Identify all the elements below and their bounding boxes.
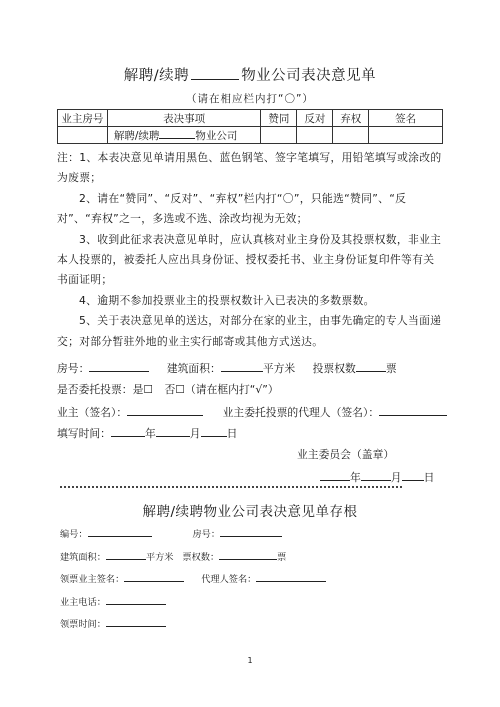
note-1: 注：1、本表决意见单请用黑色、蓝色钢笔、签字笔填写，用铅笔填写或涂改的为废票； <box>57 151 442 185</box>
stub-sign-line: 领票业主签名： 代理人签名： <box>60 571 326 585</box>
form-title: 解聘/续聘 物业公司表决意见单 <box>0 64 500 85</box>
page-number: 1 <box>247 656 253 665</box>
stub-phone-field[interactable] <box>106 595 166 605</box>
stub-time-field[interactable] <box>106 617 166 627</box>
committee-seal: 业主委员会（盖章） <box>297 448 395 461</box>
note-5: 5、关于表决意见单的送达，对部分在家的业主，由事先确定的专人当面递交；对部分暂驻外地的业主实行邮寄或其他方式送达。 <box>57 314 442 348</box>
vote-table <box>57 109 443 144</box>
stub-agent-sign-field[interactable] <box>256 572 326 582</box>
cell-room[interactable] <box>58 127 108 144</box>
stub-area-field[interactable] <box>106 550 146 560</box>
notes-section <box>57 148 445 352</box>
cell-abstain[interactable] <box>333 127 369 144</box>
header-room: 业主房号 <box>58 110 108 127</box>
owner-signature-field[interactable] <box>127 404 203 416</box>
stub-number-line: 编号： 房号： <box>60 526 282 540</box>
cell-signature[interactable] <box>369 127 443 144</box>
stub-votes-field[interactable] <box>219 550 277 560</box>
stub-number-field[interactable] <box>88 527 152 537</box>
committee-date-line: 年 月 日 <box>320 469 434 485</box>
committee-day-field[interactable] <box>402 469 424 481</box>
committee-month-field[interactable] <box>361 469 391 481</box>
fill-year-field[interactable] <box>111 425 145 437</box>
committee-year-field[interactable] <box>320 469 350 481</box>
no-checkbox[interactable]: ☐ <box>175 383 185 396</box>
header-signature: 签名 <box>369 110 443 127</box>
cell-oppose[interactable] <box>297 127 333 144</box>
title-blank[interactable] <box>191 65 239 80</box>
room-field[interactable] <box>89 360 149 372</box>
fill-time-line: 填写时间： 年 月 日 <box>57 427 238 440</box>
note-4: 4、逾期不参加投票业主的投票权数计入已表决的多数票数。 <box>79 293 375 307</box>
cut-line <box>60 486 402 488</box>
stub-room-field[interactable] <box>220 527 282 537</box>
room-area-votes-line: 房号： 建筑面积： 平方米 投票权数 票 <box>57 362 397 375</box>
yes-checkbox[interactable]: ☐ <box>143 383 154 396</box>
stub-title: 解聘/续聘物业公司表决意见单存根 <box>142 504 358 520</box>
vote-table-row <box>58 127 443 144</box>
header-abstain: 弃权 <box>333 110 369 127</box>
fill-month-field[interactable] <box>156 425 190 437</box>
header-oppose: 反对 <box>297 110 333 127</box>
fill-day-field[interactable] <box>201 425 227 437</box>
votes-field[interactable] <box>356 360 386 372</box>
company-blank[interactable] <box>159 127 195 139</box>
area-field[interactable] <box>221 360 263 372</box>
proxy-signature-field[interactable] <box>379 404 447 416</box>
signature-line: 业主（签名）： 业主委托投票的代理人（签名）： <box>57 404 447 420</box>
form-subtitle: （请在相应栏内打“〇”） <box>186 93 314 105</box>
vote-table-header-row <box>58 110 443 127</box>
stub-time-line: 领票时间： <box>60 616 166 630</box>
header-approve: 赞同 <box>261 110 297 127</box>
header-item: 表决事项 <box>107 110 261 127</box>
stub-area-line: 建筑面积： 平方米 票权数： 票 <box>60 552 287 563</box>
stub-owner-sign-field[interactable] <box>124 572 184 582</box>
note-2: 2、请在“赞同”、“反对”、“弃权”栏内打“〇”，只能选“赞同”、“反对”、“弃权”之一，多选或不选、涂改均视为无效； <box>57 191 407 226</box>
stub-phone-line: 业主电话： <box>60 594 166 608</box>
cell-approve[interactable] <box>261 127 297 144</box>
note-3: 3、收到此征求表决意见单时，应认真核对业主身份及其投票权数，非业主本人投票的，被委托人应出具身份证、授权委托书、业主身份证复印件等有关书面证明； <box>57 232 442 287</box>
proxy-line: 是否委托投票：是☐ 否☐（请在框内打“√”） <box>57 383 279 396</box>
cell-item: 解聘/续聘 物业公司 <box>107 127 261 144</box>
